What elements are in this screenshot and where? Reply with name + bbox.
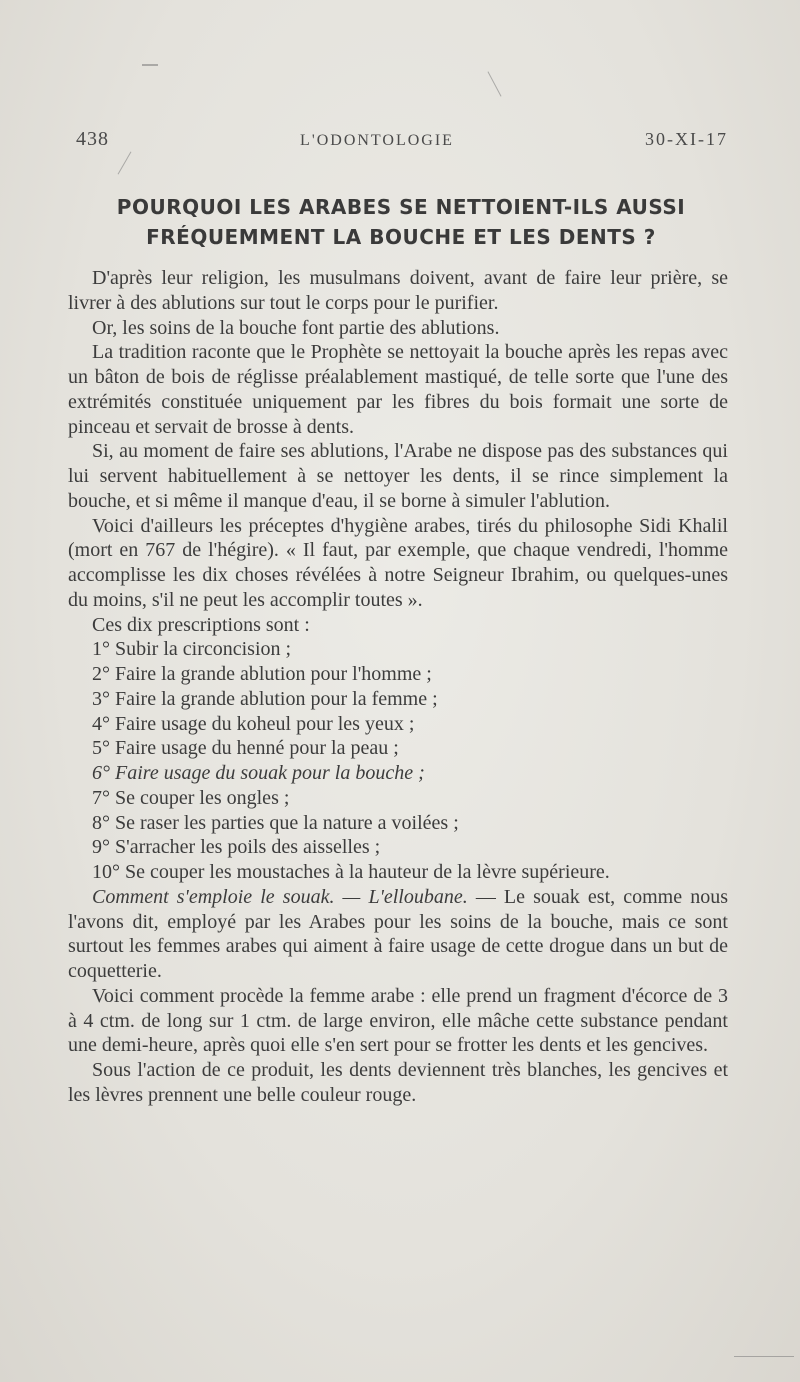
list-item: 5° Faire usage du henné pour la peau ;: [92, 737, 399, 760]
list-item: 3° Faire la grande ablution pour la femme ;: [92, 687, 438, 710]
title-line-2: FRÉQUEMMENT LA BOUCHE ET LES DENTS ?: [146, 225, 656, 249]
list-item: 4° Faire usage du koheul pour les yeux ;: [92, 712, 415, 735]
paragraph: Or, les soins de la bouche font partie des ablutions.: [92, 316, 500, 339]
paragraph: [68, 885, 728, 984]
scan-mark: [118, 151, 132, 174]
paragraph: Si, au moment de faire ses ablutions, l'Arabe ne dispose pas des substances qui lui servent habituellement à se nettoyer les dents, il se rince simplement la bouche, et si même il manque d'eau, il se borne à simuler l'ablution.: [68, 440, 728, 512]
paragraph: Voici comment procède la femme arabe : elle prend un fragment d'écorce de 3 à 4 ctm. de long sur 1 ctm. de large environ, elle mâche cette substance pendant une demi-heure, après quoi elle s'en sert pour se frotter les dents et les gencives.: [68, 984, 728, 1057]
paragraph: La tradition raconte que le Prophète se nettoyait la bouche après les repas avec un bâton de bois de réglisse préalablement mastiqué, de telle sorte que l'une des extrémités constituée uniquement par les fibres du bois formait une sorte de pinceau et servait de brosse à dents.: [68, 341, 728, 438]
list-item: 1° Subir la circoncision ;: [92, 638, 292, 661]
paragraph: Sous l'action de ce produit, les dents deviennent très blanches, les gencives et les lèvres prennent une belle couleur rouge.: [68, 1059, 728, 1106]
paragraph-text: — Le souak est, comme nous l'avons dit, employé par les Arabes pour les soins de la bouche, mais ce sont surtout les femmes arabes qui aiment à faire usage de cette drogue dans un but de coquetterie.: [68, 885, 728, 982]
paragraph: Voici d'ailleurs les préceptes d'hygiène arabes, tirés du philosophe Sidi Khalil (mort en 767 de l'hégire). « Il faut, par exemple, que chaque vendredi, l'homme accomplisse les dix choses révélées à notre Seigneur Ibrahim, ou quelques-unes du moins, s'il ne peut les accomplir toutes ».: [68, 514, 728, 611]
scan-mark: [487, 71, 501, 96]
list-item: 7° Se couper les ongles ;: [92, 786, 290, 809]
list-item: 2° Faire la grande ablution pour l'homme ;: [92, 663, 432, 685]
paragraph: Ces dix prescriptions sont :: [92, 613, 310, 636]
article-body: [68, 266, 728, 1108]
paragraph: D'après leur religion, les musulmans doivent, avant de faire leur prière, se livrer à des ablutions sur tout le corps pour le purifier.: [68, 267, 728, 314]
list-item: 9° S'arracher les poils des aisselles ;: [92, 836, 381, 859]
article-title: [70, 192, 732, 252]
scan-mark: [734, 1356, 794, 1357]
page-number: 438: [76, 128, 109, 150]
list-item: 6° Faire usage du souak pour la bouche ;: [92, 762, 425, 784]
list-item: 10° Se couper les moustaches à la hauteur de la lèvre supérieure.: [92, 861, 610, 883]
issue-date: 30-XI-17: [645, 129, 728, 149]
scan-mark: [142, 64, 158, 66]
running-header: [76, 128, 728, 151]
journal-title: L'ODONTOLOGIE: [300, 132, 454, 149]
section-heading: Comment s'emploie le souak. — L'elloubane.: [92, 885, 468, 908]
title-line-1: POURQUOI LES ARABES SE NETTOIENT-ILS AUSSI: [116, 195, 686, 219]
list-item: 8° Se raser les parties que la nature a voilées ;: [92, 811, 459, 834]
